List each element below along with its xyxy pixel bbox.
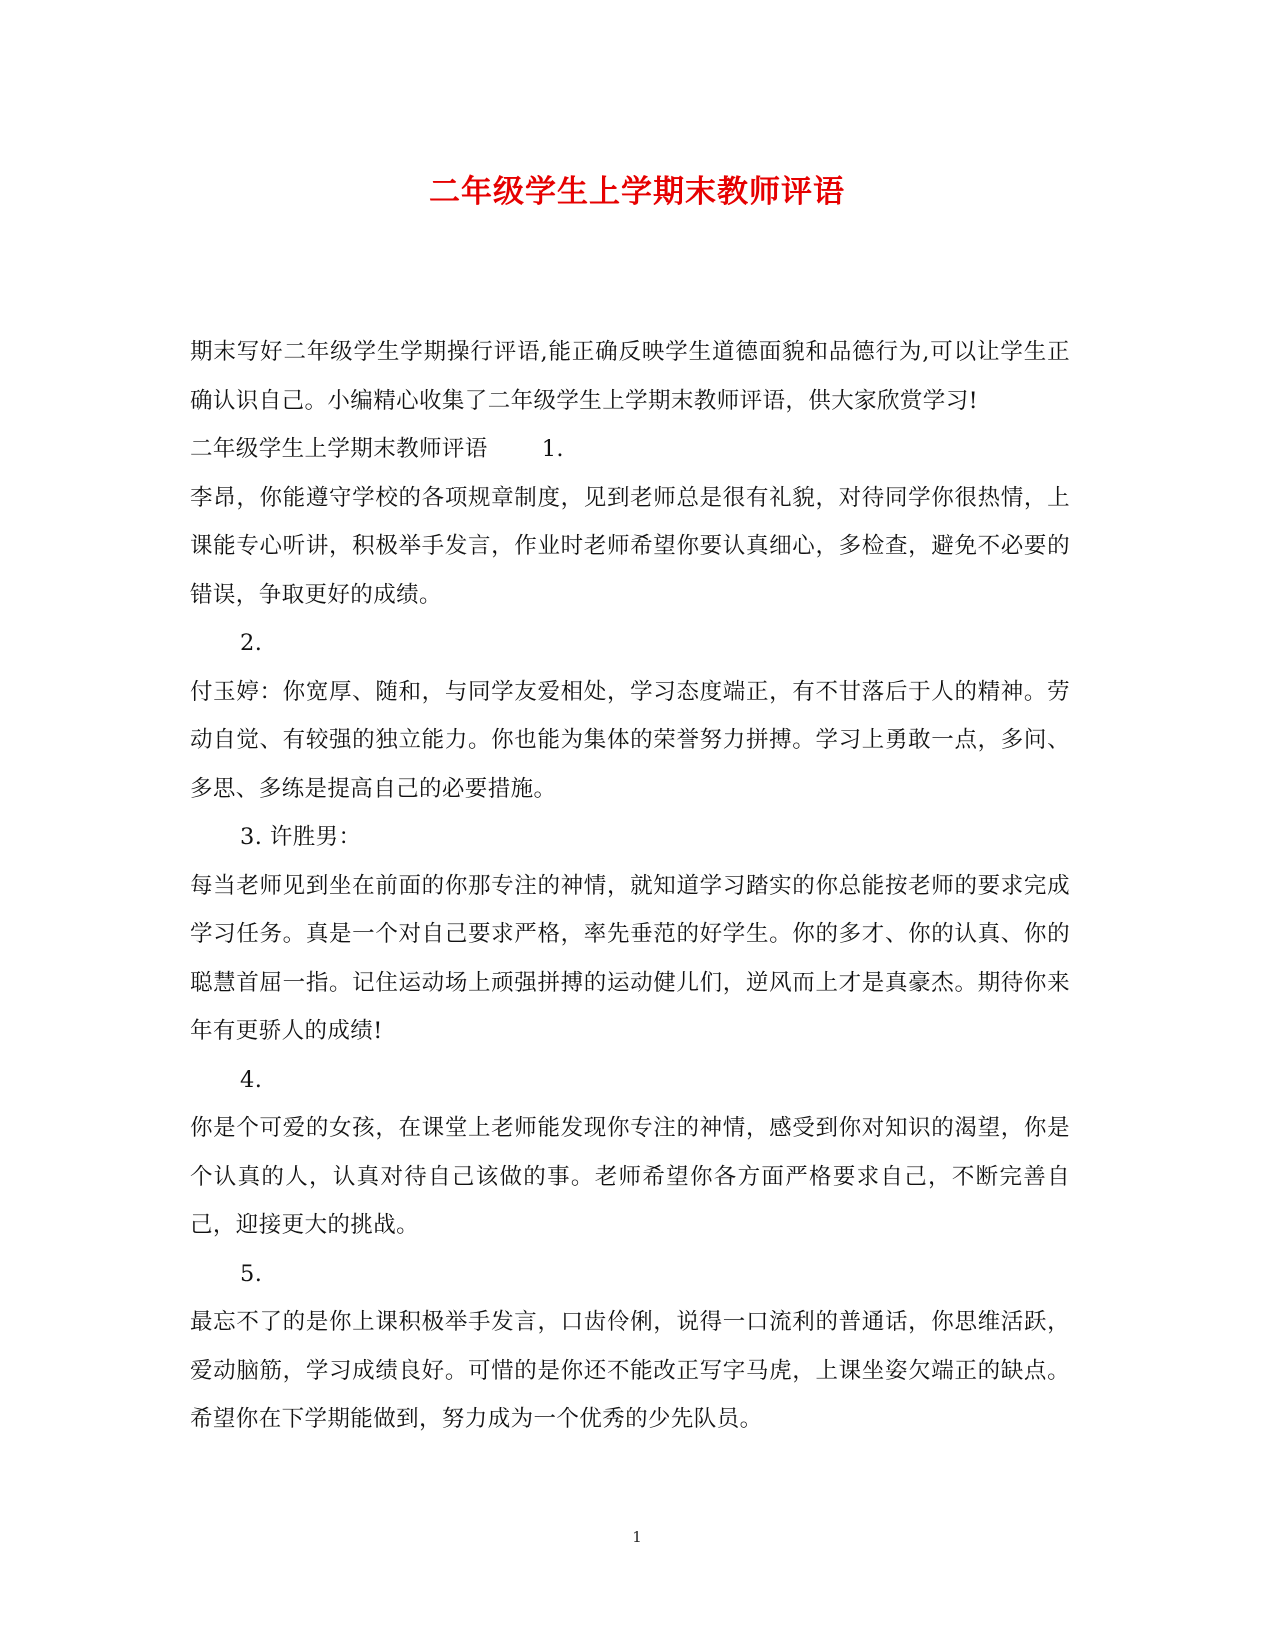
comment-4-number: 4. [240, 1066, 263, 1093]
section-heading [190, 425, 1070, 474]
document-title: 二年级学生上学期末教师评语 [429, 174, 845, 210]
section-heading-number: 1. [541, 436, 564, 462]
document-body [190, 328, 1070, 1444]
section-heading-text: 二年级学生上学期末教师评语 [190, 436, 488, 462]
page-number: 1 [632, 1528, 642, 1546]
comment-2-number: 2. [240, 630, 263, 656]
intro-paragraph: 期末写好二年级学生学期操行评语,能正确反映学生道德面貌和品德行为,可以让学生正确认识自己。小编精心收集了二年级学生上学期末教师评语，供大家欣赏学习! [190, 339, 1070, 414]
comment-5-number: 5. [240, 1260, 263, 1287]
comment-3-text: 每当老师见到坐在前面的你那专注的神情，就知道学习踏实的你总能按老师的要求完成学习任务。真是一个对自己要求严格，率先垂范的好学生。你的多才、你的认真、你的聪慧首屈一指。记住运动场上顽强拼搏的运动健儿们，逆风而上才是真豪杰。期待你来年有更骄人的成绩! [190, 872, 1070, 1044]
comment-3-number: 3. 许胜男： [240, 824, 362, 850]
comment-1-text: 李昂，你能遵守学校的各项规章制度，见到老师总是很有礼貌，对待同学你很热情，上课能专心听讲，积极举手发言，作业时老师希望你要认真细心，多检查，避免不必要的错误，争取更好的成绩。 [190, 484, 1070, 608]
comment-2-text: 付玉婷：你宽厚、随和，与同学友爱相处，学习态度端正，有不甘落后于人的精神。劳动自觉、有较强的独立能力。你也能为集体的荣誉努力拼搏。学习上勇敢一点，多问、多思、多练是提高自己的必要措施。 [190, 678, 1070, 802]
comment-4-text: 你是个可爱的女孩，在课堂上老师能发现你专注的神情，感受到你对知识的渴望，你是个认真的人，认真对待自己该做的事。老师希望你各方面严格要求自己，不断完善自己，迎接更大的挑战。 [190, 1115, 1070, 1238]
comment-5-text: 最忘不了的是你上课积极举手发言，口齿伶俐，说得一口流利的普通话，你思维活跃，爱动脑筋，学习成绩良好。可惜的是你还不能改正写字马虎，上课坐姿欠端正的缺点。希望你在下学期能做到，努力成为一个优秀的少先队员。 [190, 1309, 1070, 1432]
